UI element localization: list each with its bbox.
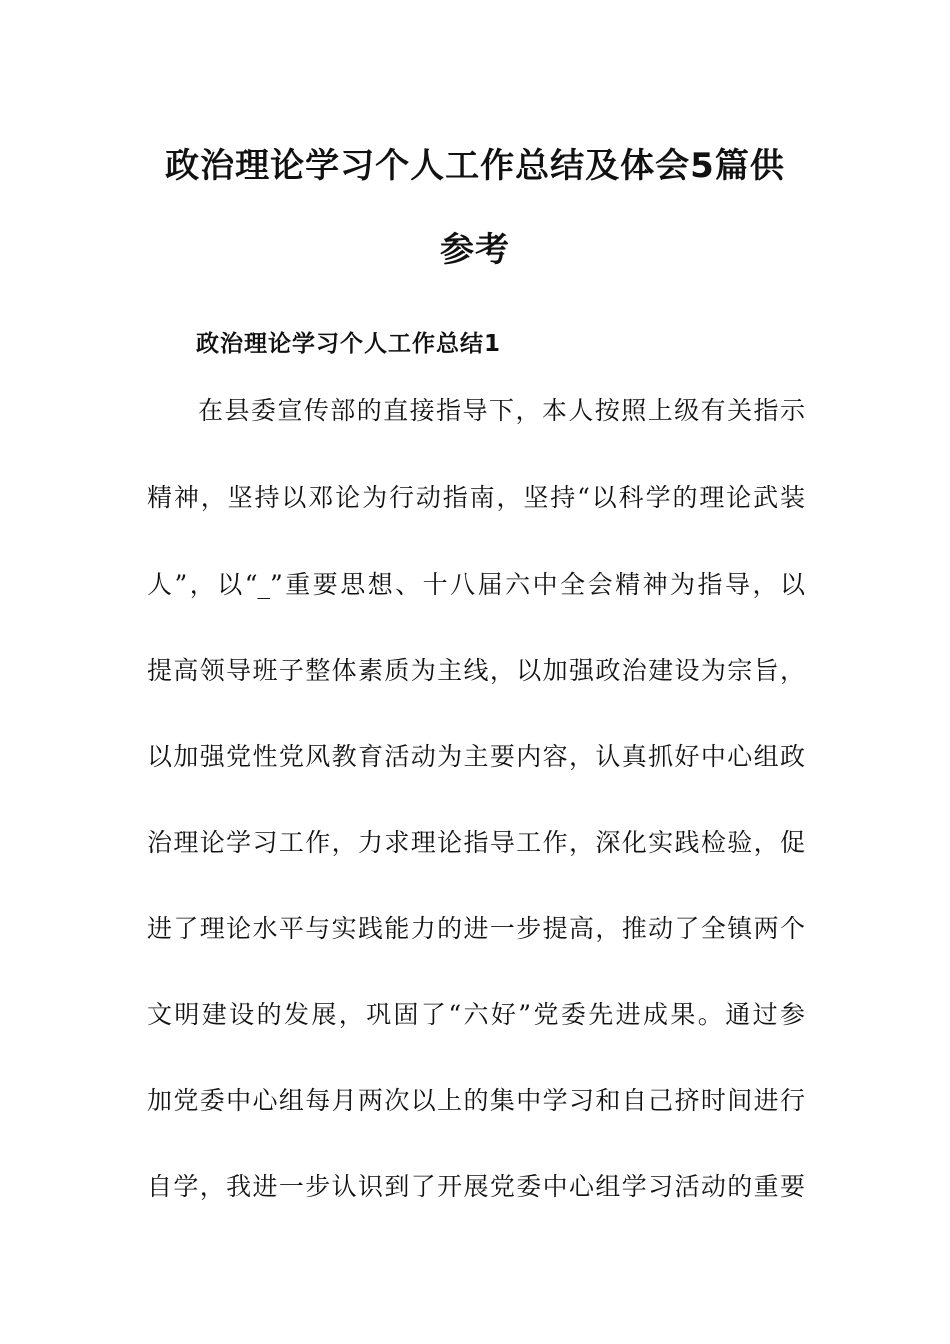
document-title-line-2: 参考 xyxy=(440,230,510,270)
paragraph-line: 自学，我进一步认识到了开展党委中心组学习活动的重要 xyxy=(147,1172,805,1201)
paragraph-line: 进了理论水平与实践能力的进一步提高，推动了全镇两个 xyxy=(147,914,805,943)
paragraph-line: 治理论学习工作，力求理论指导工作，深化实践检验，促 xyxy=(147,828,805,857)
paragraph-line: 精神，坚持以邓论为行动指南，坚持“以科学的理论武装 xyxy=(147,483,805,512)
document-title-line-1: 政治理论学习个人工作总结及体会5篇供 xyxy=(165,146,785,186)
paragraph-line: 在县委宣传部的直接指导下，本人按照上级有关指示 xyxy=(198,396,805,425)
paragraph-line: 加党委中心组每月两次以上的集中学习和自己挤时间进行 xyxy=(147,1086,805,1115)
paragraph-line: 以加强党性党风教育活动为主要内容，认真抓好中心组政 xyxy=(147,742,805,771)
paragraph-line: 文明建设的发展，巩固了“六好”党委先进成果。通过参 xyxy=(147,1000,805,1029)
paragraph-line: 人”，以“_”重要思想、十八届六中全会精神为指导，以 xyxy=(147,570,805,599)
section-heading: 政治理论学习个人工作总结1 xyxy=(196,331,502,357)
paragraph-line: 提高领导班子整体素质为主线，以加强政治建设为宗旨， xyxy=(147,656,805,685)
